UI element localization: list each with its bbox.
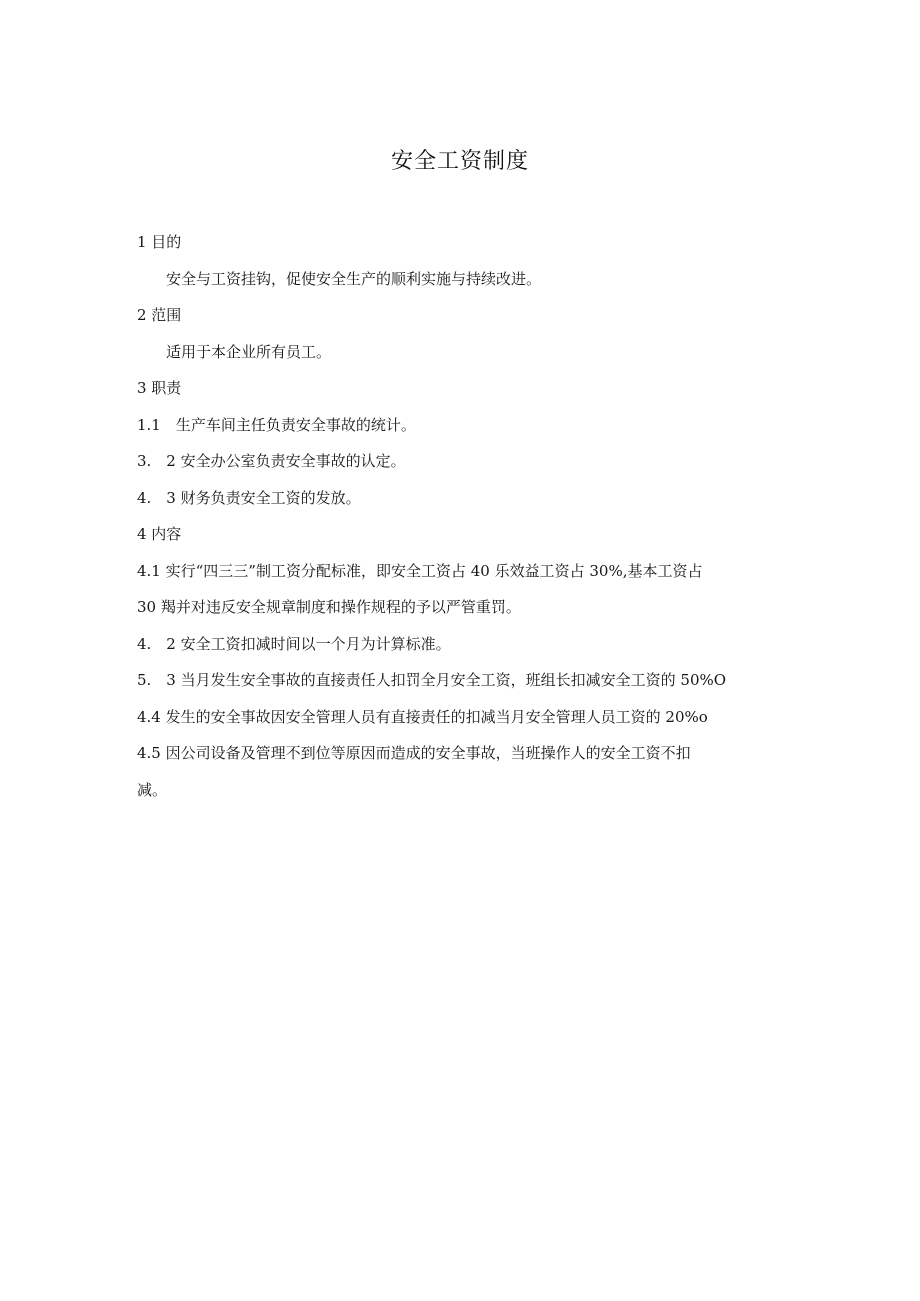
- paragraph-purpose: 安全与工资挂钩，促使安全生产的顺利实施与持续改进。: [166, 269, 542, 288]
- document-body: [137, 224, 787, 808]
- content-item-1-line-1: 4.1 实行“四三三”制工资分配标准，即安全工资占 40 乐效益工资占 30%,基本工资占: [137, 561, 703, 580]
- responsibility-item-2: 3. 2 安全办公室负责安全事故的认定。: [137, 452, 406, 470]
- section-heading-responsibilities: 3 职责: [137, 379, 182, 397]
- document-title: 安全工资制度: [390, 149, 529, 174]
- content-item-3: 5. 3 当月发生安全事故的直接责任人扣罚全月安全工资，班组长扣减安全工资的 50%O: [137, 671, 727, 689]
- section-heading-purpose: 1 目的: [137, 233, 182, 251]
- section-heading-scope: 2 范围: [137, 306, 182, 324]
- content-item-4: 4.4 发生的安全事故因安全管理人员有直接责任的扣减当月安全管理人员工资的 20%o: [137, 707, 708, 726]
- responsibility-item-3: 4. 3 财务负责安全工资的发放。: [137, 488, 361, 507]
- content-item-5-line-1: 4.5 因公司设备及管理不到位等原因而造成的安全事故，当班操作人的安全工资不扣: [137, 744, 691, 762]
- responsibility-item-1: 1.1 生产车间主任负责安全事故的统计。: [137, 415, 416, 434]
- content-item-1-line-2: 30 羯并对违反安全规章制度和操作规程的予以严管重罚。: [137, 598, 521, 616]
- content-item-2: 4. 2 安全工资扣减时间以一个月为计算标准。: [137, 634, 451, 653]
- paragraph-scope: 适用于本企业所有员工。: [166, 342, 332, 361]
- content-item-5-line-2: 减。: [137, 780, 168, 799]
- section-heading-content: 4 内容: [137, 525, 182, 543]
